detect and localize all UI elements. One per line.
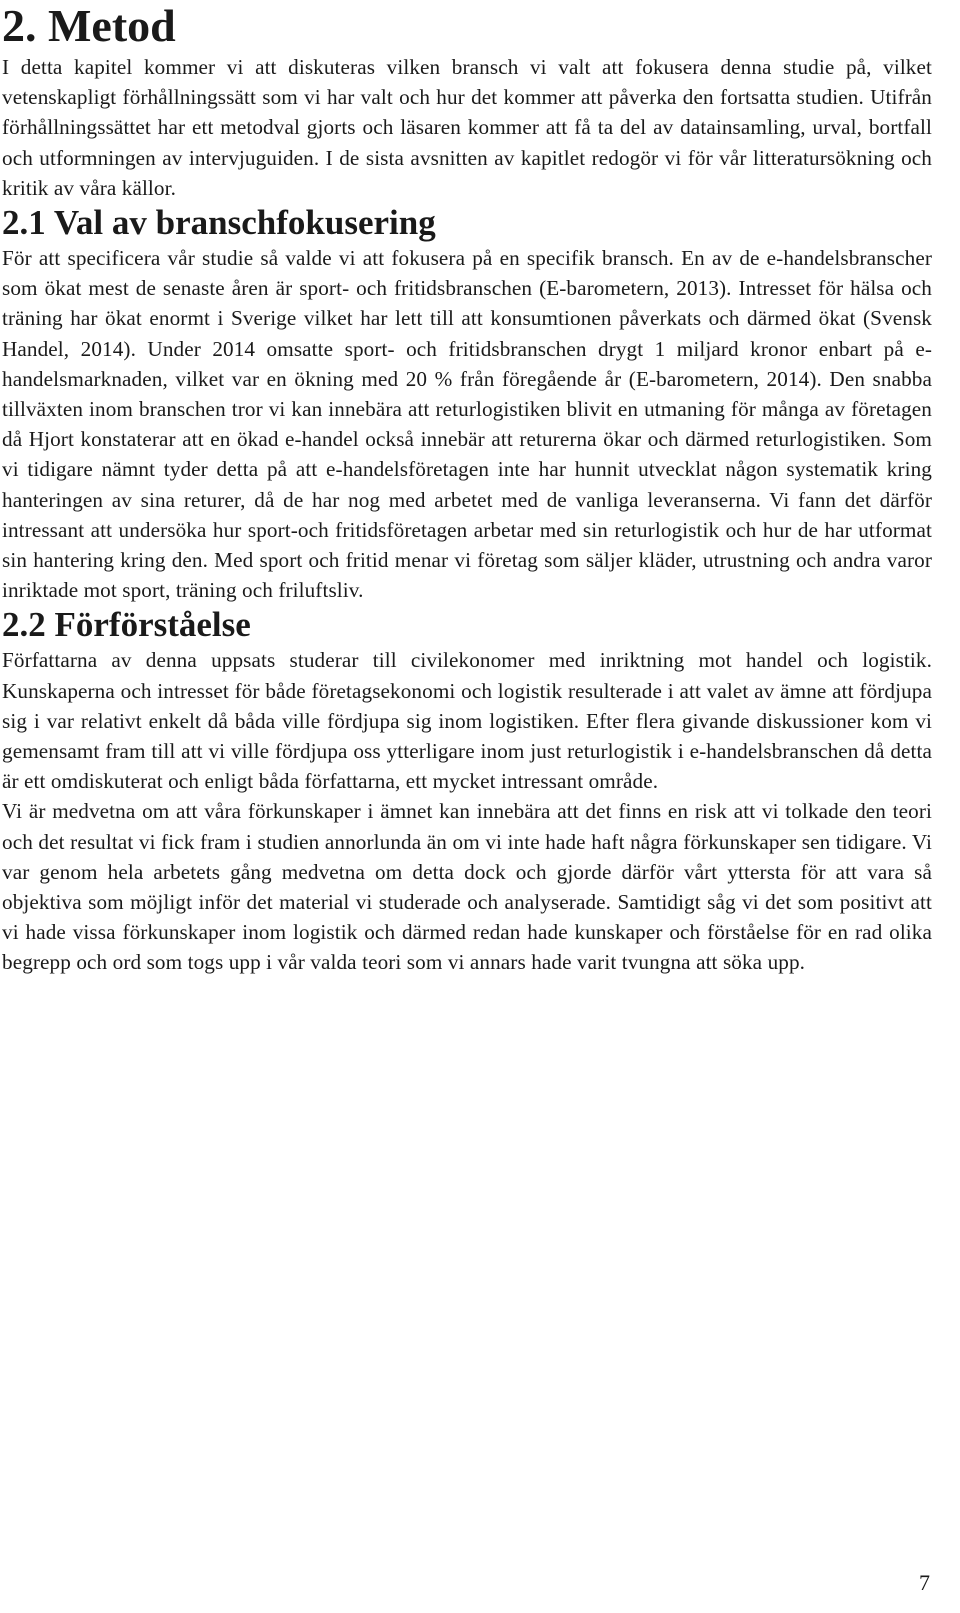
page-content	[2, 0, 932, 978]
chapter-title: 2. Metod	[2, 0, 176, 51]
section-paragraph: Författarna av denna uppsats studerar till civilekonomer med inriktning mot handel och logistik. Kunskaperna och intresset för både företagsekonomi och logistik resulterade i att valet av ämne att fördjupa sig i var relativt enkelt då båda ville fördjupa sig inom logistiken. Efter flera givande diskussioner kom vi gemensamt fram till att vi ville fördjupa oss ytterligare inom just returlogistik i e-handelsbranschen då detta är ett omdiskuterat och enligt båda författarna, ett mycket intressant område.	[2, 648, 932, 794]
section-paragraph: För att specificera vår studie så valde vi att fokusera på en specifik bransch. En av de e-handelsbranscher som ökat mest de senaste åren är sport- och fritidsbranschen (E-barometern, 2013). Intresset för hälsa och träning har ökat enormt i Sverige vilket har lett till att konsumtionen påverkats och därmed ökat (Svensk Handel, 2014). Under 2014 omsatte sport- och fritidsbranschen drygt 1 miljard kronor enbart på e-handelsmarknaden, vilket var en ökning med 20 % från föregående år (E-barometern, 2014). Den snabba tillväxten inom branschen tror vi kan innebära att returlogistiken blivit en utmaning för många av företagen då Hjort konstaterar att en ökad e-handel också innebär att returerna ökar och därmed returlogistiken. Som vi tidigare nämnt tyder detta på att e-handelsföretagen inte har hunnit utvecklat någon systematik kring hanteringen av sina returer, då de har nog med arbetet med de vanliga leveranserna. Vi fann det därför intressant att undersöka hur sport-och fritidsföretagen arbetar med sin returlogistik och hur de har utformat sin hantering kring den. Med sport och fritid menar vi företag som säljer kläder, utrustning och andra varor inriktade mot sport, träning och friluftsliv.	[2, 246, 932, 603]
section-paragraph: Vi är medvetna om att våra förkunskaper i ämnet kan innebära att det finns en risk att vi tolkade den teori och det resultat vi fick fram i studien annorlunda än om vi inte hade haft några förkunskaper sen tidigare. Vi var genom hela arbetets gång medvetna om detta dock och gjorde därför vårt yttersta för att vara så objektiva som möjligt inför det material vi studerade och analyserade. Samtidigt såg vi det som positivt att vi hade vissa förkunskaper inom logistik och därmed redan hade kunskaper och förståelse för en rad olika begrepp och ord som togs upp i vår valda teori som vi annars hade varit tvungna att söka upp.	[2, 799, 932, 975]
section-heading-branschfokusering: 2.1 Val av branschfokusering	[2, 203, 436, 243]
chapter-intro-paragraph: I detta kapitel kommer vi att diskuteras vilken bransch vi valt att fokusera denna studie på, vilket vetenskapligt förhållningssätt som vi har valt och hur det kommer att påverka den fortsatta studien. Utifrån förhållningssättet har ett metodval gjorts och läsaren kommer att få ta del av datainsamling, urval, bortfall och utformningen av intervjuguiden. I de sista avsnitten av kapitlet redogör vi för vår litteratursökning och kritik av våra källor.	[2, 55, 932, 200]
page-number: 7	[919, 1570, 930, 1595]
section-heading-forforstaelse: 2.2 Förförståelse	[2, 605, 251, 645]
